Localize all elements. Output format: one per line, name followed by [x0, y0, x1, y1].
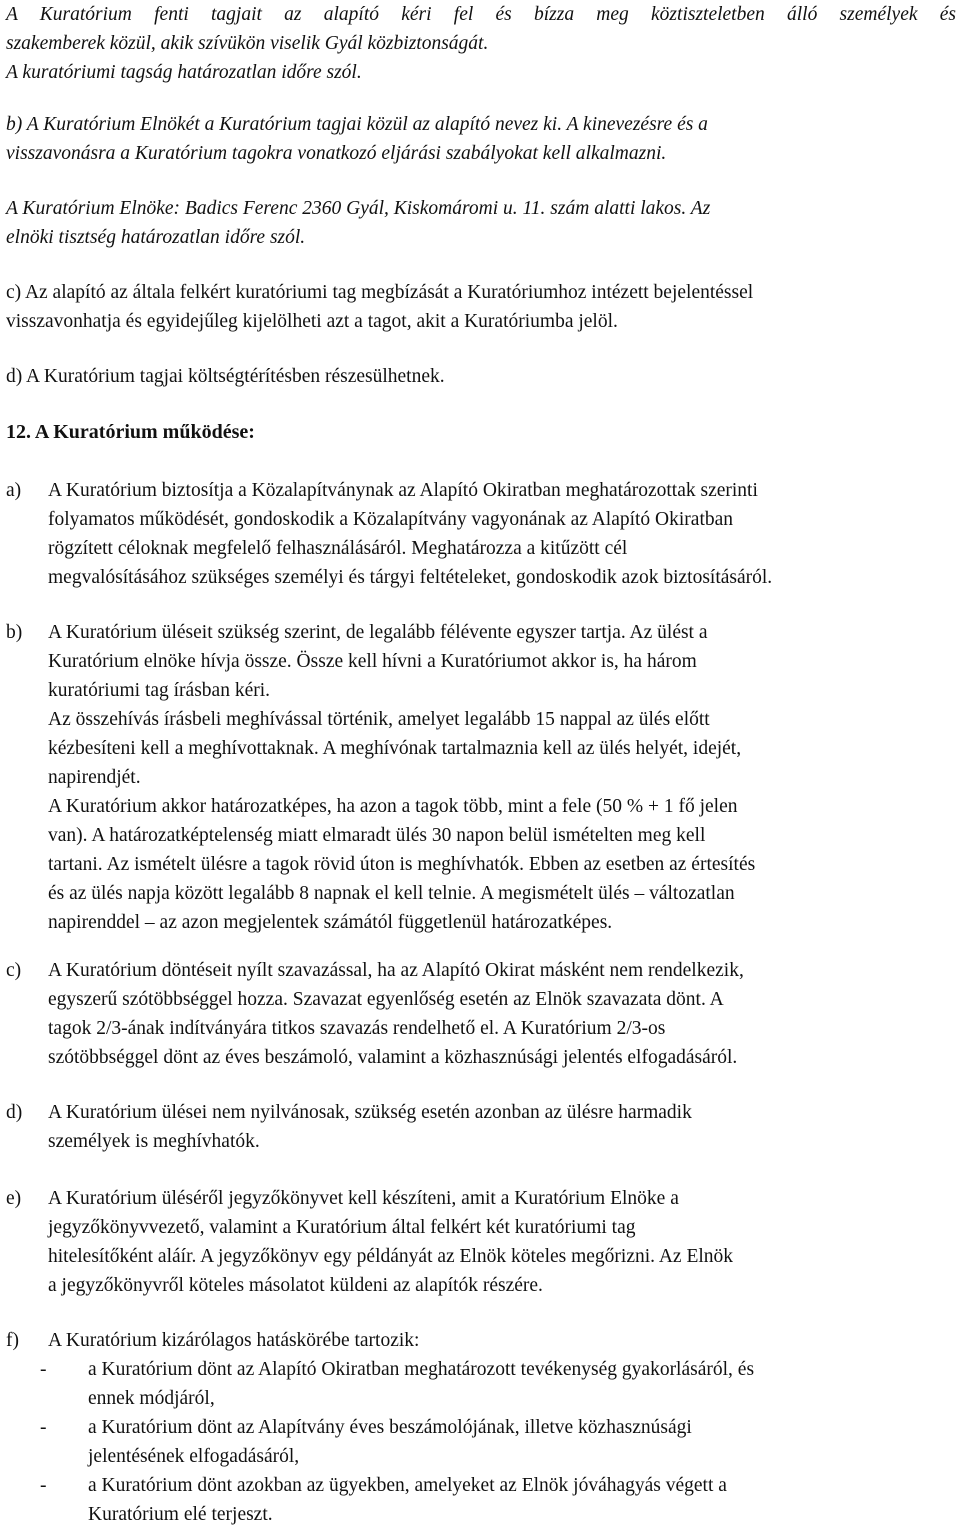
text-line: szótöbbséggel dönt az éves beszámoló, valamint a közhasznúsági jelentés elfogadásáról. — [48, 1047, 738, 1068]
section-label: e) — [6, 1188, 22, 1209]
text-line: A Kuratórium fenti tagjait az alapító kéri fel és bízza meg köztiszteletben álló személyek és — [6, 4, 956, 25]
text-line: tagok 2/3-ának indítványára titkos szavazás rendelhető el. A Kuratórium 2/3-os — [48, 1018, 666, 1039]
president-paragraph — [6, 194, 956, 252]
text-line: van). A határozatképtelenség miatt elmaradt ülés 30 napon belül ismételten meg kell — [48, 825, 706, 846]
text-line: visszavonásra a Kuratórium tagokra vonatkozó eljárási szabályokat kell alkalmazni. — [6, 143, 667, 164]
text-line: elnöki tisztség határozatlan időre szól. — [6, 227, 306, 248]
text-line: folyamatos működését, gondoskodik a Közalapítvány vagyonának az Alapító Okiratban — [48, 509, 734, 530]
text-line: Kuratórium elé terjeszt. — [88, 1504, 273, 1525]
text-line: A kuratóriumi tagság határozatlan időre szól. — [6, 62, 362, 83]
intro-paragraph — [6, 0, 956, 87]
text-line: Az összehívás írásbeli meghívással történik, amelyet legalább 15 nappal az ülés előtt — [48, 709, 710, 730]
text-line: és az ülés napja között legalább 8 napnak el kell telnie. A megismételt ülés – változatlan — [48, 883, 735, 904]
text-line: A Kuratórium döntéseit nyílt szavazással, ha az Alapító Okirat másként nem rendelkezik, — [48, 960, 744, 981]
section-a — [6, 476, 956, 592]
text-line: Kuratórium elnöke hívja össze. Össze kell hívni a Kuratóriumot akkor is, ha három — [48, 651, 697, 672]
text-line: a Kuratórium dönt az Alapítvány éves beszámolójának, illetve közhasznúsági — [88, 1417, 692, 1438]
text-line: jegyzőkönyvvezető, valamint a Kuratórium által felkért két kuratóriumi tag — [48, 1217, 636, 1238]
text-line: A Kuratórium üléséről jegyzőkönyvet kell készíteni, amit a Kuratórium Elnöke a — [48, 1188, 679, 1209]
text-line: hitelesítőként aláír. A jegyzőkönyv egy példányát az Elnök köteles megőrizni. Az Elnök — [48, 1246, 734, 1267]
section-intro: A Kuratórium kizárólagos hatáskörébe tartozik: — [48, 1330, 420, 1351]
dash-bullet: - — [40, 1417, 47, 1438]
paragraph-c-revocation — [6, 278, 956, 336]
section-label: a) — [6, 480, 22, 501]
text-line: jelentésének elfogadásáról, — [88, 1446, 300, 1467]
text-line: kézbesíteni kell a meghívottaknak. A meghívónak tartalmaznia kell az ülés helyét, idejét, — [48, 738, 742, 759]
list-item — [6, 1355, 956, 1413]
text-line: a Kuratórium dönt azokban az ügyekben, amelyeket az Elnök jóváhagyás végett a — [88, 1475, 727, 1496]
section-d — [6, 1098, 956, 1156]
text-line: napirenddel – az azon megjelentek számától függetlenül határozatképes. — [48, 912, 613, 933]
section-label: b) — [6, 622, 23, 643]
text-line: a Kuratórium dönt az Alapító Okiratban meghatározott tevékenység gyakorlásáról, és — [88, 1359, 755, 1380]
text-line: személyek is meghívhatók. — [48, 1131, 260, 1152]
section-e — [6, 1184, 956, 1300]
dash-bullet: - — [40, 1359, 47, 1380]
dash-bullet: - — [40, 1475, 47, 1496]
section-b — [6, 618, 956, 937]
section-label: d) — [6, 1102, 23, 1123]
text-line: A Kuratórium Elnöke: Badics Ferenc 2360 Gyál, Kiskomáromi u. 11. szám alatti lakos. Az — [6, 198, 711, 219]
text-line: c) Az alapító az általa felkért kuratóriumi tag megbízását a Kuratóriumhoz intézett bejelentéssel — [6, 282, 754, 303]
text-line: a jegyzőkönyvről köteles másolatot küldeni az alapítók részére. — [48, 1275, 543, 1296]
paragraph-b-president — [6, 110, 956, 168]
text-line: A Kuratórium akkor határozatképes, ha azon a tagok több, mint a fele (50 % + 1 fő jelen — [48, 796, 738, 817]
section-f — [6, 1326, 956, 1529]
section-heading: 12. A Kuratórium működése: — [6, 421, 255, 443]
section-label: c) — [6, 960, 22, 981]
paragraph-d-expenses — [6, 362, 956, 391]
text-line: szakemberek közül, akik szívükön viselik Gyál közbiztonságát. — [6, 33, 489, 54]
section-c — [6, 956, 956, 1072]
text-line: ennek módjáról, — [88, 1388, 215, 1409]
text-line: d) A Kuratórium tagjai költségtérítésben részesülhetnek. — [6, 366, 445, 387]
text-line: egyszerű szótöbbséggel hozza. Szavazat egyenlőség esetén az Elnök szavazata dönt. A — [48, 989, 724, 1010]
section-label: f) — [6, 1330, 19, 1351]
text-line: napirendjét. — [48, 767, 141, 788]
text-line: A Kuratórium üléseit szükség szerint, de legalább félévente egyszer tartja. Az ülést a — [48, 622, 708, 643]
text-line: megvalósításához szükséges személyi és tárgyi feltételeket, gondoskodik azok biztosításáról. — [48, 567, 773, 588]
text-line: b) A Kuratórium Elnökét a Kuratórium tagjai közül az alapító nevez ki. A kinevezésre és a — [6, 114, 708, 135]
list-item — [6, 1471, 956, 1529]
text-line: A Kuratórium ülései nem nyilvánosak, szükség esetén azonban az ülésre harmadik — [48, 1102, 692, 1123]
text-line: A Kuratórium biztosítja a Közalapítványnak az Alapító Okiratban meghatározottak szerinti — [48, 480, 758, 501]
text-line: tartani. Az ismételt ülésre a tagok rövid úton is meghívhatók. Ebben az esetben az értesítés — [48, 854, 756, 875]
text-line: kuratóriumi tag írásban kéri. — [48, 680, 271, 701]
list-item — [6, 1413, 956, 1471]
text-line: visszavonhatja és egyidejűleg kijelölheti azt a tagot, akit a Kuratóriumba jelöl. — [6, 311, 618, 332]
text-line: rögzített céloknak megfelelő felhasználásáról. Meghatározza a kitűzött cél — [48, 538, 628, 559]
